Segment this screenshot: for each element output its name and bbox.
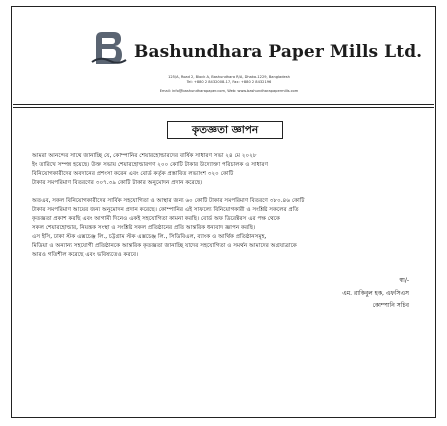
paragraph1-line: টাকার সমপরিমাণ বিতরণের ৩০৭.৩৯ কোটি টাকার অনুমোদন প্রদান করেছে। [32, 180, 203, 186]
notice-title: কৃতজ্ঞতা জ্ঞাপন [191, 124, 259, 136]
paragraph2-line: টাকার সমপরিমাণ আয়ের জন্য অনুমোদন প্রদান করেছে। কোম্পানির এই সাফল্যে বিনিয়োগকারী ও সংশ্লিষ্ট সকলের প্রতি [32, 207, 299, 213]
signatory-designation: কোম্পানি সচিব [372, 302, 409, 309]
paragraph2-line: সকল শেয়ারহোল্ডার, নিয়ন্ত্রক সংস্থা ও সংশ্লিষ্ট সকল প্রতিষ্ঠানের প্রতি আন্তরিক ধন্যবাদ জ্ঞাপন করছি। [32, 225, 256, 231]
paragraph1-line: ইং তারিখে সম্পন্ন হয়েছে। উক্ত সভায় শেয়ারহোল্ডারগণ ২০০ কোটি টাকার উদ্যোক্তা পরিচালক ও সাধারণ [32, 162, 269, 168]
signatory-name: এম. রাকিবুল হক, এফসিএস [342, 290, 409, 297]
signature-mark: স্বা/- [399, 277, 409, 284]
paragraph1-line: বিনিয়োগকারীদের অবদানের প্রশংসা করেন এবং বোর্ড কর্তৃক প্রস্তাবিত লভ্যাংশ ৩২০ কোটি [32, 171, 234, 177]
company-logo-icon [88, 28, 128, 68]
company-name: Bashundhara Paper Mills Ltd. [134, 42, 423, 62]
email-line: Email: info@bashundharapaper.com, Web: www.bashundharapapermills.com [159, 89, 299, 93]
paragraph2-line: মিডিয়া ও অন্যান্য সহযোগী প্রতিষ্ঠানকে আন্তরিক কৃতজ্ঞতা জানাচ্ছি যাদের সহযোগিতা ও সমর্থন আমাদের অগ্রযাত্রাকে [32, 243, 297, 249]
paragraph2-line: অতএব, সকল বিনিয়োগকারীদের সার্বিক সহযোগিতা ও আস্থার জন্য ৬০ কোটি টাকার সমপরিমাণ বিতরণে ৩৮০.৪৬ কোটি [32, 198, 305, 204]
header-divider [13, 104, 434, 105]
paragraph1-line: আমরা আনন্দের সাথে জানাচ্ছি যে, কোম্পানির শেয়ারহোল্ডারদের বার্ষিক সাধারণ সভা ২৪ মে ২০২৮ [32, 153, 257, 159]
paragraph2-line: আরও গতিশীল করেছে এবং ভবিষ্যতেও করবে। [32, 252, 139, 258]
notice-title-box [167, 121, 283, 139]
paragraph2-line: এস ইসি, ঢাকা স্টক এক্সচেঞ্জ লি., চট্টগ্রাম স্টক এক্সচেঞ্জ লি., সিডিবিএল, ব্যাংক ও আর্থিক প্রতিষ্ঠানসমূহ, [32, 234, 267, 240]
header-divider [13, 107, 434, 108]
phone-line: Tel: +880 2 8432008-17, Fax: +880 2 8432196 [186, 80, 272, 84]
paragraph2-line: কৃতজ্ঞতা প্রকাশ করছি এবং আগামী দিনেও একই সহযোগিতা কামনা করছি। বোর্ড অফ ডিরেক্টরস এর পক্ষ থেকে [32, 216, 281, 222]
address-line: 125/A, Road 2, Block A, Bashundhara R/A, Dhaka-1229, Bangladesh [168, 75, 290, 79]
